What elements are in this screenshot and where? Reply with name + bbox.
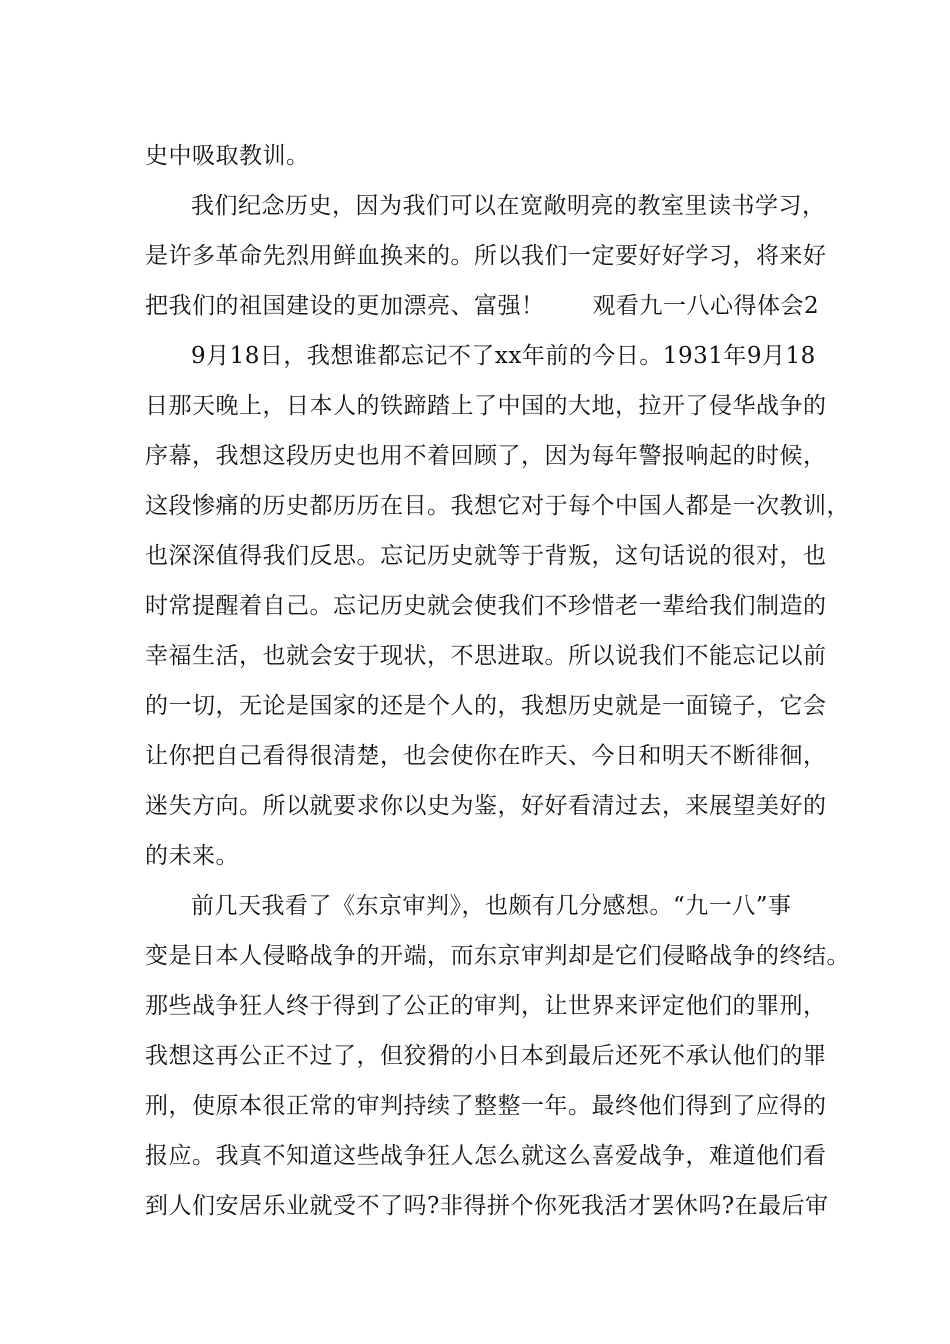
text-line-13: 让你把自己看得很清楚，也会使你在昨天、今日和明天不断徘徊， <box>145 743 827 769</box>
text-line-12: 的一切，无论是国家的还是个人的，我想历史就是一面镜子，它会 <box>145 693 827 719</box>
text-line-11: 幸福生活，也就会安于现状，不思进取。所以说我们不能忘记以前 <box>145 643 827 669</box>
text-line-18: 那些战争狂人终于得到了公正的审判，让世界来评定他们的罪刑， <box>145 993 827 1019</box>
text-line-6: 日那天晚上，日本人的铁蹄踏上了中国的大地，拉开了侵华战争的 <box>145 393 827 419</box>
text-line-7: 序幕，我想这段历史也用不着回顾了，因为每年警报响起的时候， <box>145 443 827 469</box>
section-heading: 观看九一八心得体会2 <box>592 293 820 319</box>
text-line-10: 时常提醒着自己。忘记历史就会使我们不珍惜老一辈给我们制造的 <box>145 593 827 619</box>
text-line-1: 史中吸取教训。 <box>145 143 310 169</box>
text-line-2: 我们纪念历史，因为我们可以在宽敞明亮的教室里读书学习， <box>191 193 826 219</box>
document-body <box>145 131 850 1231</box>
text-line-22: 到人们安居乐业就受不了吗?非得拼个你死我活才罢休吗?在最后审 <box>145 1193 829 1219</box>
text-line-5: 9月18日，我想谁都忘记不了xx年前的今日。1931年9月18 <box>191 343 816 369</box>
text-line-14: 迷失方向。所以就要求你以史为鉴，好好看清过去，来展望美好的 <box>145 793 827 819</box>
text-line-16: 前几天我看了《东京审判》，也颇有几分感想。“九一八”事 <box>191 893 792 919</box>
text-line-19: 我想这再公正不过了，但狡猾的小日本到最后还死不承认他们的罪 <box>145 1043 827 1069</box>
text-line-3: 是许多革命先烈用鲜血换来的。所以我们一定要好好学习，将来好 <box>145 243 827 269</box>
text-line-9: 也深深值得我们反思。忘记历史就等于背叛，这句话说的很对，也 <box>145 543 827 569</box>
text-line-8: 这段惨痛的历史都历历在目。我想它对于每个中国人都是一次教训， <box>145 493 850 519</box>
text-line-4-body: 把我们的祖国建设的更加漂亮、富强！ <box>145 293 545 319</box>
text-line-21: 报应。我真不知道这些战争狂人怎么就这么喜爱战争，难道他们看 <box>145 1143 827 1169</box>
text-line-4 <box>145 281 825 331</box>
text-line-15: 的未来。 <box>145 843 239 869</box>
text-line-17: 变是日本人侵略战争的开端，而东京审判却是它们侵略战争的终结。 <box>145 943 850 969</box>
text-line-20: 刑，使原本很正常的审判持续了整整一年。最终他们得到了应得的 <box>145 1093 827 1119</box>
